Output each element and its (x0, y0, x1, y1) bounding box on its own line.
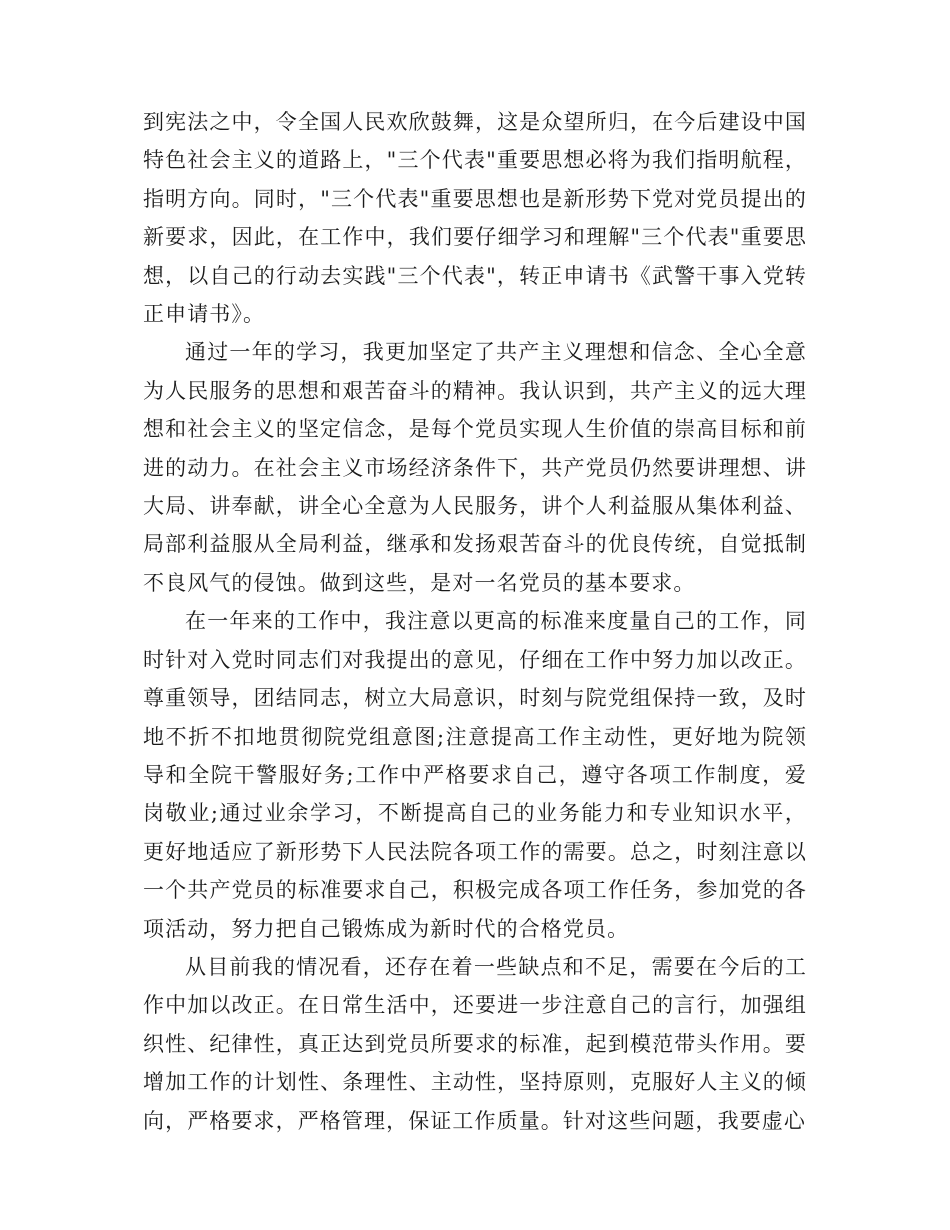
paragraph-3: 在一年来的工作中，我注意以更高的标准来度量自己的工作，同时针对入党时同志们对我提出的意见，仔细在工作中努力加以改正。尊重领导，团结同志，树立大局意识，时刻与院党组保持一致，及时地不折不扣地贯彻院党组意图;注意提高工作主动性，更好地为院领导和全院干警服好务;工作中严格要求自己，遵守各项工作制度，爱岗敬业;通过业余学习，不断提高自己的业务能力和专业知识水平，更好地适应了新形势下人民法院各项工作的需要。总之，时刻注意以一个共产党员的标准要求自己，积极完成各项工作任务，参加党的各项活动，努力把自己锻炼成为新时代的合格党员。 (143, 609, 807, 941)
paragraph-2: 通过一年的学习，我更加坚定了共产主义理想和信念、全心全意为人民服务的思想和艰苦奋斗的精神。我认识到，共产主义的远大理想和社会主义的坚定信念，是每个党员实现人生价值的崇高目标和前进的动力。在社会主义市场经济条件下，共产党员仍然要讲理想、讲大局、讲奉献，讲全心全意为人民服务，讲个人利益服从集体利益、局部利益服从全局利益，继承和发扬艰苦奋斗的优良传统，自觉抵制不良风气的侵蚀。做到这些，是对一名党员的基本要求。 (143, 340, 807, 595)
paragraph-1: 到宪法之中，令全国人民欢欣鼓舞，这是众望所归，在今后建设中国特色社会主义的道路上，"三个代表"重要思想必将为我们指明航程，指明方向。同时，"三个代表"重要思想也是新形势下党对党员提出的新要求，因此，在工作中，我们要仔细学习和理解"三个代表"重要思想，以自己的行动去实践"三个代表"，转正申请书《武警干事入党转正申请书》。 (143, 110, 807, 327)
paragraph-4: 从目前我的情况看，还存在着一些缺点和不足，需要在今后的工作中加以改正。在日常生活中，还要进一步注意自己的言行，加强组织性、纪律性，真正达到党员所要求的标准，起到模范带头作用。要增加工作的计划性、条理性、主动性，坚持原则，克服好人主义的倾向，严格要求，严格管理，保证工作质量。针对这些问题，我要虚心 (143, 954, 807, 1133)
document-body (143, 103, 807, 1140)
